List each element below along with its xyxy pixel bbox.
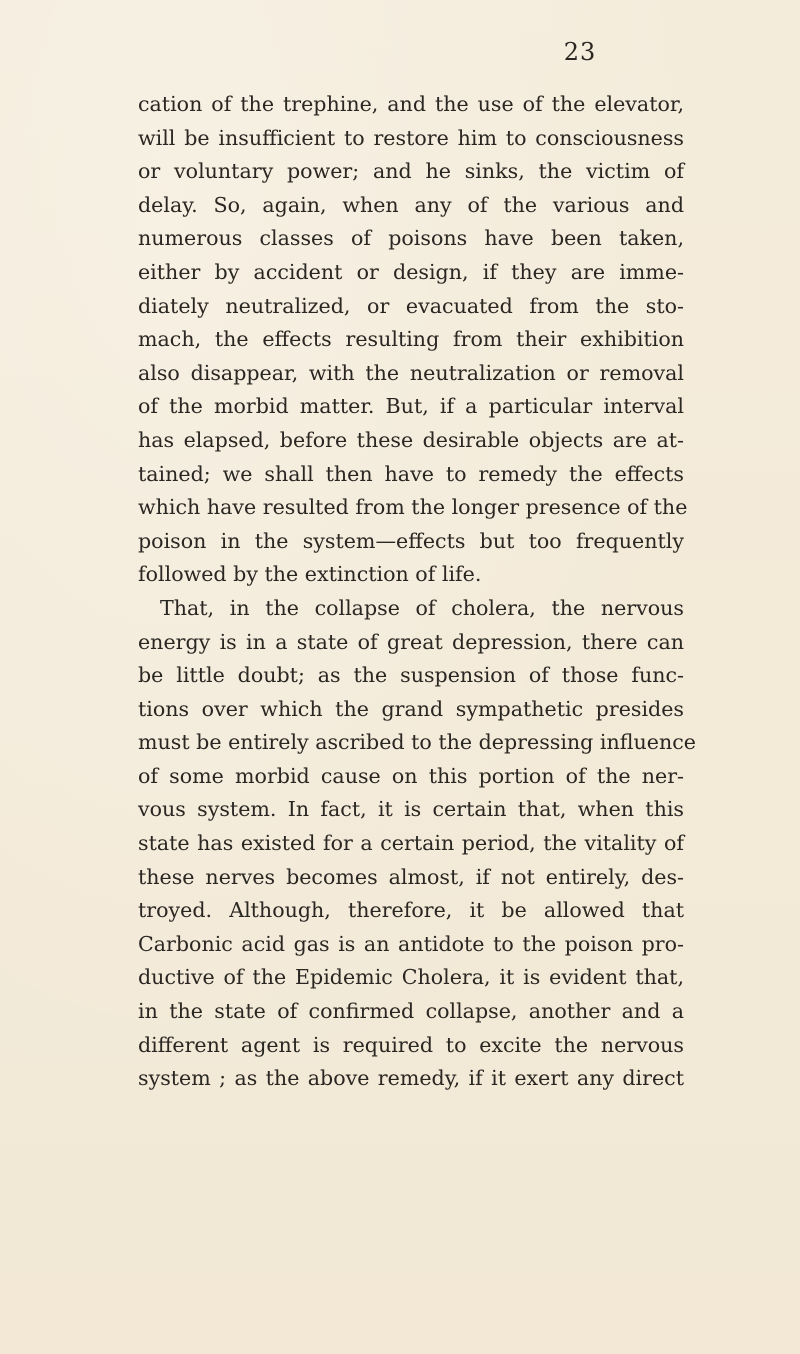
text-line: in the state of confirmed collapse, another and a bbox=[138, 999, 684, 1024]
text-line: either by accident or design, if they are imme- bbox=[138, 259, 684, 284]
body-text bbox=[138, 88, 696, 1096]
text-line: be little doubt; as the suspension of those func- bbox=[138, 663, 684, 688]
text-line: ductive of the Epidemic Cholera, it is evident that, bbox=[138, 965, 684, 990]
paragraph-start-line: That, in the collapse of cholera, the nervous bbox=[160, 595, 684, 620]
text-line: diately neutralized, or evacuated from the sto- bbox=[138, 293, 684, 318]
text-line: tions over which the grand sympathetic presides bbox=[138, 696, 684, 721]
paragraph-end-line: followed by the extinction of life. bbox=[138, 562, 482, 587]
text-line: of some morbid cause on this portion of the ner- bbox=[138, 763, 684, 788]
text-line: system ; as the above remedy, if it exert any direct bbox=[138, 1066, 684, 1091]
text-line: mach, the effects resulting from their exhibition bbox=[138, 327, 684, 352]
text-line: which have resulted from the longer presence of the bbox=[138, 495, 688, 520]
text-line: state has existed for a certain period, the vitality of bbox=[138, 831, 684, 856]
text-line: cation of the trephine, and the use of the elevator, bbox=[138, 92, 684, 116]
text-line: or voluntary power; and he sinks, the victim of bbox=[138, 159, 684, 184]
text-line: poison in the system—effects but too frequently bbox=[138, 528, 684, 553]
text-line: these nerves becomes almost, if not entirely, des- bbox=[138, 864, 684, 889]
page-number: 23 bbox=[563, 38, 597, 66]
text-line: numerous classes of poisons have been taken, bbox=[138, 226, 684, 251]
text-line: energy is in a state of great depression, there can bbox=[138, 629, 684, 654]
text-line: vous system. In fact, it is certain that, when this bbox=[138, 797, 684, 822]
text-line: troyed. Although, therefore, it be allowed that bbox=[138, 898, 684, 923]
text-line: will be insufficient to restore him to consciousness bbox=[138, 125, 684, 150]
text-line: of the morbid matter. But, if a particular interval bbox=[138, 394, 684, 419]
text-line: different agent is required to excite the nervous bbox=[138, 1032, 684, 1057]
text-line: delay. So, again, when any of the various and bbox=[138, 192, 684, 217]
text-line: also disappear, with the neutralization or removal bbox=[138, 360, 684, 385]
text-line: Carbonic acid gas is an antidote to the poison pro- bbox=[138, 931, 684, 956]
text-line: tained; we shall then have to remedy the effects bbox=[138, 461, 684, 486]
text-line: has elapsed, before these desirable objects are at- bbox=[138, 427, 684, 452]
text-line: must be entirely ascribed to the depressing influence bbox=[138, 730, 696, 755]
